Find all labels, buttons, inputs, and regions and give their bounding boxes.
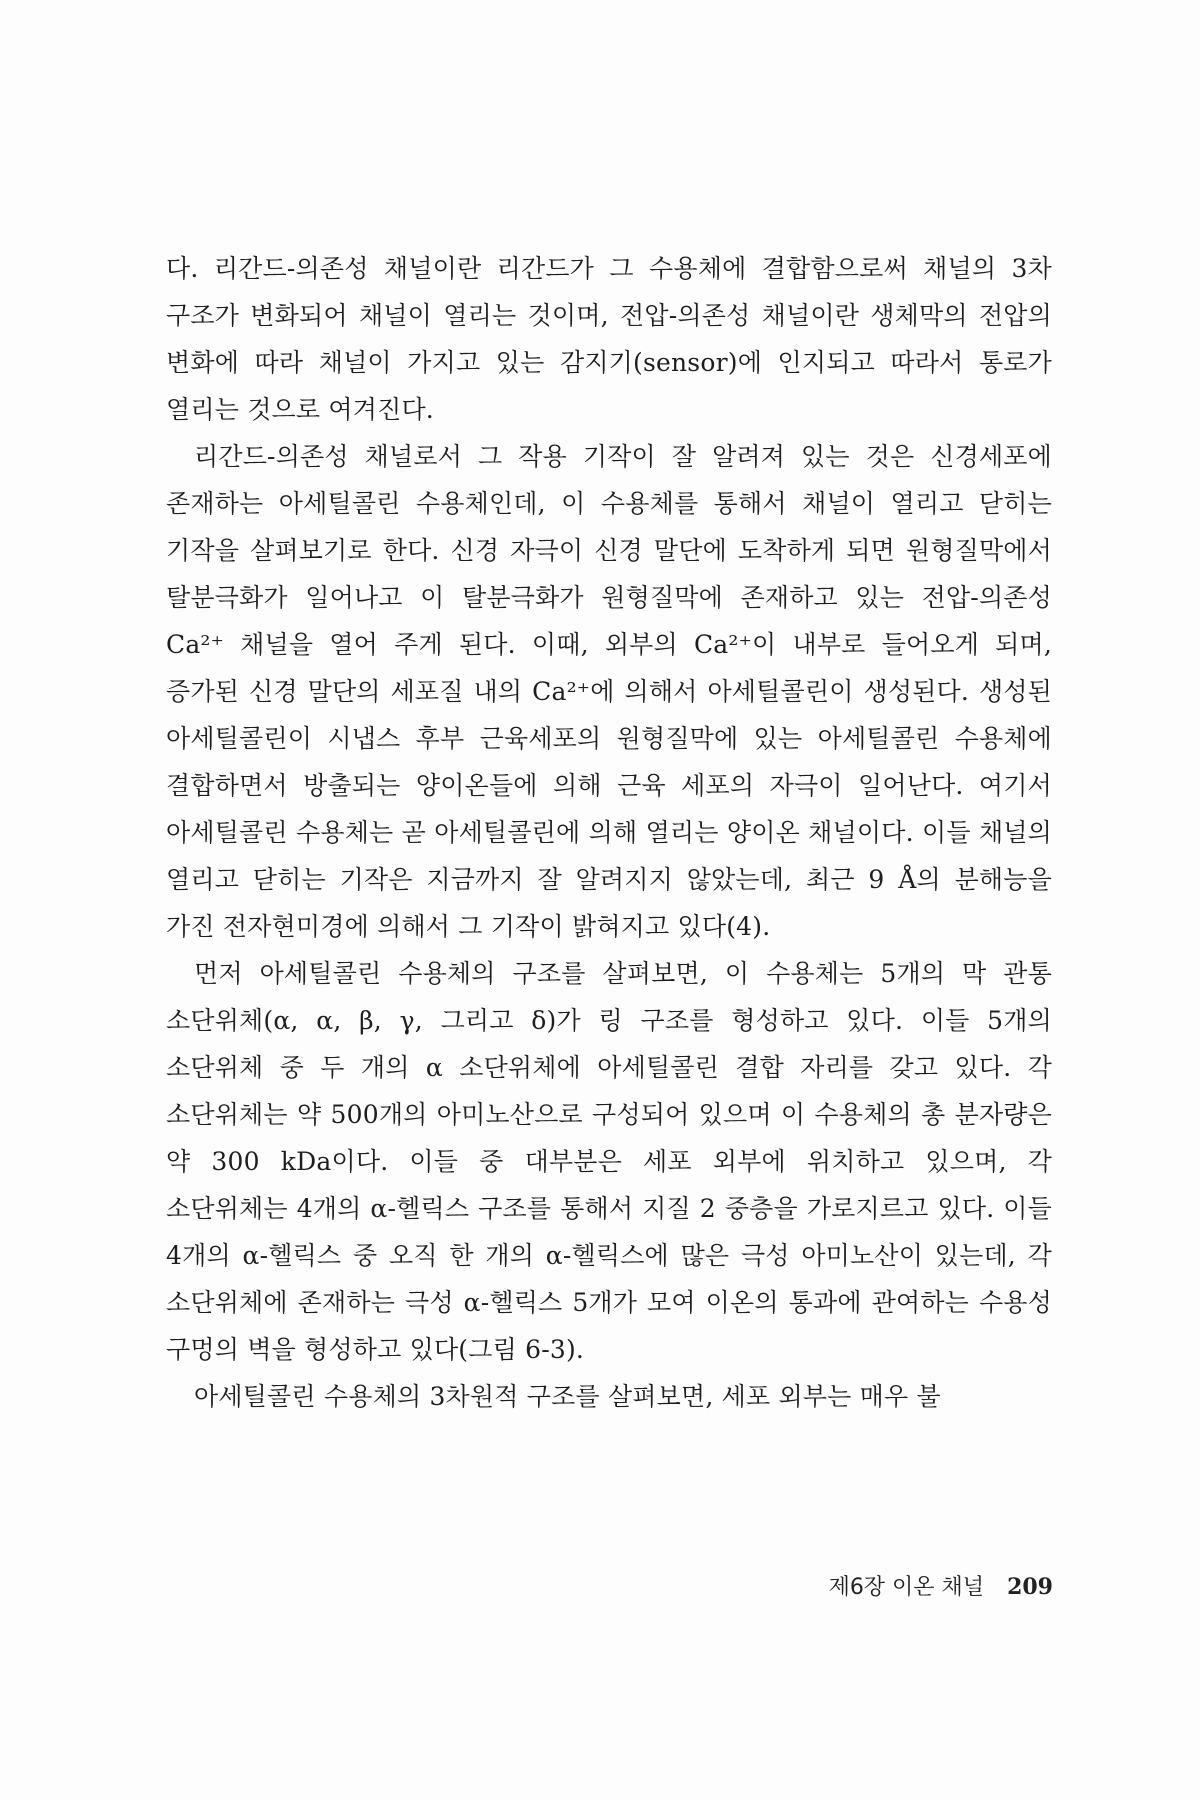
paragraph-3: 먼저 아세틸콜린 수용체의 구조를 살펴보면, 이 수용체는 5개의 막 관통 소단위체(α, α, β, γ, 그리고 δ)가 링 구조를 형성하고 있다. 이들 5개의 소단위체 중 두 개의 α 소단위체에 아세틸콜린 결합 자리를 갖고 있다. 각 소단위체는 약 500개의 아미노산으로 구성되어 있으며 이 수용체의 총 분자량은 약 300 kDa이다. 이들 중 대부분은 세포 외부에 위치하고 있으며, 각 소단위체는 4개의 α-헬릭스 구조를 통해서 지질 2 중층을 가로지르고 있다. 이들 4개의 α-헬릭스 중 오직 한 개의 α-헬릭스에 많은 극성 아미노산이 있는데, 각 소단위체에 존재하는 극성 α-헬릭스 5개가 모여 이온의 통과에 관여하는 수용성 구멍의 벽을 형성하고 있다(그림 6-3). [166, 959, 1053, 1364]
page-footer [0, 1570, 1053, 1601]
paragraph-2: 리간드-의존성 채널로서 그 작용 기작이 잘 알려져 있는 것은 신경세포에 존재하는 아세틸콜린 수용체인데, 이 수용체를 통해서 채널이 열리고 닫히는 기작을 살펴보기로 한다. 신경 자극이 신경 말단에 도착하게 되면 원형질막에서 탈분극화가 일어나고 이 탈분극화가 원형질막에 존재하고 있는 전압-의존성 Ca²⁺ 채널을 열어 주게 된다. 이때, 외부의 Ca²⁺이 내부로 들어오게 되며, 증가된 신경 말단의 세포질 내의 Ca²⁺에 의해서 아세틸콜린이 생성된다. 생성된 아세틸콜린이 시냅스 후부 근육세포의 원형질막에 있는 아세틸콜린 수용체에 결합하면서 방출되는 양이온들에 의해 근육 세포의 자극이 일어난다. 여기서 아세틸콜린 수용체는 곧 아세틸콜린에 의해 열리는 양이온 채널이다. 이들 채널의 열리고 닫히는 기작은 지금까지 잘 알려지지 않았는데, 최근 9 Å의 분해능을 가진 전자현미경에 의해서 그 기작이 밝혀지고 있다(4). [166, 442, 1052, 941]
body-text [166, 245, 1052, 1420]
chapter-title: 제6장 이온 채널 [828, 1575, 985, 1600]
page-number: 209 [1007, 1574, 1053, 1600]
paragraph-4: 아세틸콜린 수용체의 3차원적 구조를 살펴보면, 세포 외부는 매우 불 [194, 1382, 941, 1411]
paragraph-1: 다. 리간드-의존성 채널이란 리간드가 그 수용체에 결합함으로써 채널의 3차 구조가 변화되어 채널이 열리는 것이며, 전압-의존성 채널이란 생체막의 전압의 변화에 따라 채널이 가지고 있는 감지기(sensor)에 인지되고 따라서 통로가 열리는 것으로 여겨진다. [166, 254, 1052, 424]
